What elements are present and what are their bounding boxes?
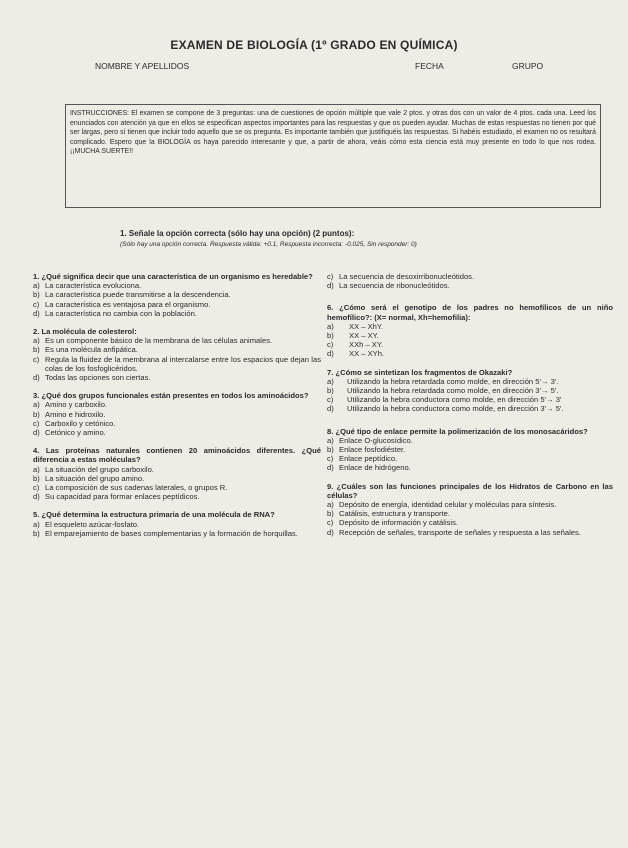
option[interactable]: c) Utilizando la hebra conductora como molde, en dirección 5'→ 3' [327, 395, 562, 405]
option[interactable]: c) La característica es ventajosa para el organismo. [33, 299, 211, 309]
option[interactable]: a) XX – XhY. [327, 321, 384, 331]
option[interactable]: a) El esqueleto azúcar-fosfato. [33, 519, 140, 529]
option[interactable]: d) Utilizando la hebra conductora como molde, en dirección 3'→ 5'. [327, 404, 564, 414]
option[interactable]: d) Cetónico y amino. [33, 428, 106, 438]
question-text: 5. ¿Qué determina la estructura primaria de una molécula de RNA? [33, 510, 275, 520]
instructions-box: INSTRUCCIONES: El examen se compone de 3 preguntas: una de cuestiones de opción múltiple que vale 2 ptos. y otras dos con un valor de 4 ptos. cada una. Leed los enunciados con atención ya que en ellos se especifican aspectos importantes para las respuestas y que os pueden ayudar. Muchas de estas respuestas no tienen por qué ser largas, pero sí tienen que incluir todo aquello que se os pregunta. Es importante también que justifiquéis las respuestas. Si habéis estudiado, el examen no os resultará complicado. Espero que la BIOLOGÍA os haya parecido interesante y que, a partir de ahora, veáis cómo esta ciencia está muy presente en todo lo que nos rodea. ¡¡MUCHA SUERTE!! [65, 104, 601, 208]
option[interactable]: c) Depósito de información y catálisis. [327, 518, 459, 528]
question-9 [327, 482, 613, 537]
option[interactable]: d) Su capacidad para formar enlaces peptídicos. [33, 492, 200, 502]
question-6 [327, 303, 613, 358]
option[interactable]: d) Recepción de señales, transporte de señales y respuesta a las señales. [327, 527, 581, 537]
option[interactable]: a) Utilizando la hebra retardada como molde, en dirección 5'→ 3'. [327, 376, 559, 386]
option[interactable]: d) La secuencia de ribonucleótidos. [327, 281, 450, 291]
option[interactable]: b) Amino e hidroxilo. [33, 409, 106, 419]
question-1-continued [327, 272, 613, 290]
option[interactable]: d) XX – XYh. [327, 349, 385, 359]
option[interactable]: a) Depósito de energía, identidad celular y moléculas para síntesis. [327, 500, 557, 510]
exam-title: EXAMEN DE BIOLOGÍA (1º GRADO EN QUÍMICA) [170, 38, 458, 52]
question-text: 8. ¿Qué tipo de enlace permite la polimerización de los monosacáridos? [327, 426, 588, 436]
left-column [33, 272, 321, 547]
date-label: FECHA [415, 61, 444, 71]
group-label: GRUPO [512, 61, 544, 71]
option[interactable]: b) Enlace fosfodiéster. [327, 445, 406, 455]
option[interactable]: a) La característica evoluciona. [33, 281, 142, 291]
option[interactable]: a) Amino y carboxilo. [33, 400, 108, 410]
question-text: 4. Las proteínas naturales contienen 20 aminoácidos diferentes. ¿Qué diferencia a estas moléculas? [33, 446, 321, 465]
question-7 [327, 368, 613, 414]
name-label: NOMBRE Y APELLIDOS [95, 61, 190, 71]
option[interactable]: b) Catálisis, estructura y transporte. [327, 509, 450, 519]
option[interactable]: a) Enlace O-glucosídico. [327, 435, 413, 445]
question-text: 6. ¿Cómo será el genotipo de los padres no hemofílicos de un niño hemofílico?: (X= normal, Xh=hemofilia): [327, 303, 613, 322]
question-4 [33, 446, 321, 501]
option[interactable]: c) La secuencia de desoxirribonucleótidos. [327, 272, 475, 281]
section-note: (Sólo hay una opción correcta. Respuesta válida: +0.1, Respuesta incorrecta: -0.025, Sin responder: 0) [120, 241, 417, 248]
question-text: 3. ¿Qué dos grupos funcionales están presentes en todos los aminoácidos? [33, 391, 309, 401]
option[interactable]: c) Regula la fluidez de la membrana al intercalarse entre los espacios que dejan las colas de los fosfoglicéridos. [33, 354, 321, 373]
option[interactable]: c) La composición de sus cadenas laterales, o grupos R. [33, 483, 228, 493]
option[interactable]: b) Es una molécula anfipática. [33, 345, 138, 355]
question-1 [33, 272, 321, 318]
option[interactable]: b) XX – XY. [327, 331, 379, 341]
section-heading: 1. Señale la opción correcta (sólo hay una opción) (2 puntos): [120, 229, 355, 238]
question-text: 2. La molécula de colesterol: [33, 327, 137, 337]
question-text: 9. ¿Cuáles son las funciones principales de los Hidratos de Carbono en las células? [327, 481, 613, 500]
question-text: 1. ¿Qué significa decir que una característica de un organismo es heredable? [33, 272, 313, 281]
question-5 [33, 510, 321, 538]
right-column [327, 272, 613, 546]
option[interactable]: a) La situación del grupo carboxilo. [33, 464, 154, 474]
question-3 [33, 391, 321, 437]
option[interactable]: d) Todas las opciones son ciertas. [33, 373, 151, 383]
option[interactable]: c) Enlace peptídico. [327, 454, 398, 464]
option[interactable]: b) La situación del grupo amino. [33, 473, 145, 483]
option[interactable]: c) Carboxilo y cetónico. [33, 418, 116, 428]
question-8 [327, 427, 613, 473]
option[interactable]: c) XXh – XY. [327, 340, 384, 350]
option[interactable]: d) Enlace de hidrógeno. [327, 463, 411, 473]
option[interactable]: d) La característica no cambia con la población. [33, 308, 197, 318]
question-text: 7. ¿Cómo se sintetizan los fragmentos de Okazaki? [327, 367, 513, 377]
option[interactable]: a) Es un componente básico de la membrana de las células animales. [33, 336, 273, 346]
question-2 [33, 327, 321, 382]
option[interactable]: b) El emparejamiento de bases complementarias y la formación de horquillas. [33, 528, 298, 538]
option[interactable]: b) Utilizando la hebra retardada como molde, en dirección 3'→ 5'. [327, 386, 559, 396]
option[interactable]: b) La característica puede transmitirse a la descendencia. [33, 290, 231, 300]
